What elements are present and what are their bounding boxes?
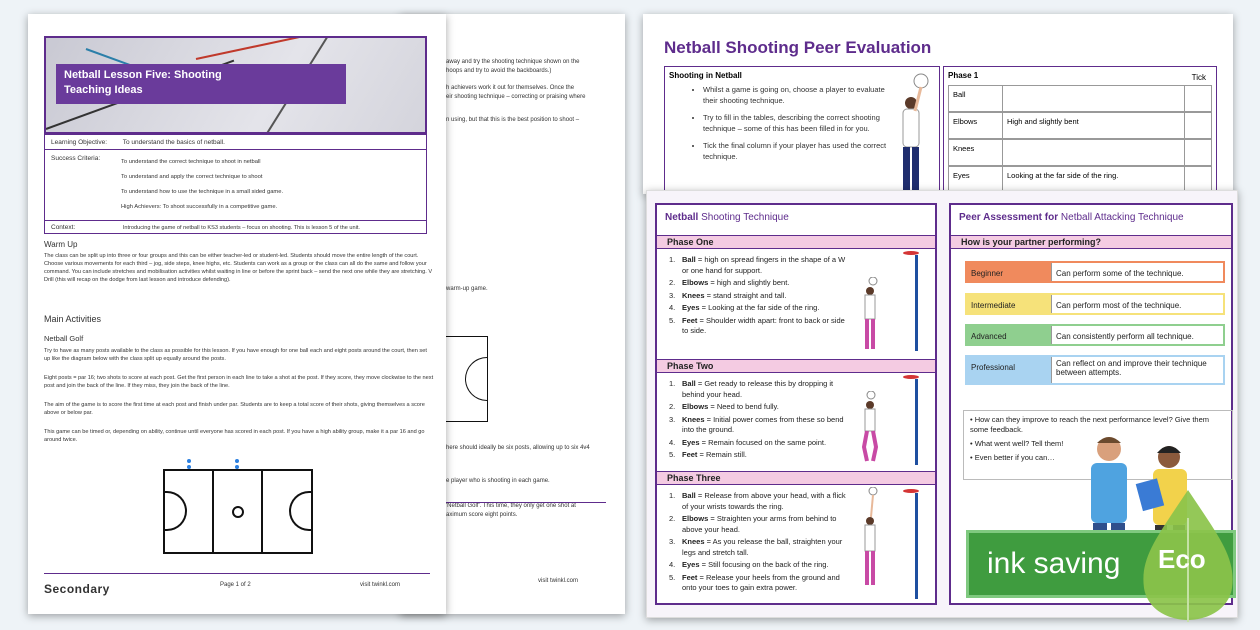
text-line: here should ideally be six posts, allowing up to six 4v4	[446, 445, 590, 451]
lesson-title-line1: Netball Lesson Five: Shooting	[64, 69, 222, 81]
golf-paragraph: Try to have as many posts available to the class as possible for this lesson. If you have enough for one ball each and eight posts around the court, then set up like the diagram below with the class split up equally around the posts.	[44, 348, 427, 362]
golf-paragraph: This game can be timed or, depending on ability, continue until everyone has scored in each post. If you have a high ability group, make it a par 16 and go around twice.	[44, 429, 425, 443]
golf-paragraph: Eight posts = par 16; two shots to score at each post. Get the first person in each line to take a shot at the post. If they score, they move clockwise to the next post and join the back of the line. If they miss, they join the back of the line.	[44, 375, 434, 389]
tick-column-label: Tick	[1191, 73, 1206, 82]
text-line: 'Netball Golf'. This time, they only get one shot at	[446, 503, 576, 509]
goal-post	[915, 493, 918, 599]
phase-two-steps	[669, 379, 849, 463]
technique-title: Netball Shooting Technique	[665, 212, 789, 223]
assessment-title: Peer Assessment for Netball Attacking Technique	[959, 212, 1184, 223]
criteria-list	[121, 155, 283, 215]
text-line: n using, but that this is the best position to shoot –	[446, 117, 580, 123]
phase-one-steps	[669, 255, 849, 339]
phase-three-steps	[669, 491, 849, 596]
lesson-title-line2: Teaching Ideas	[64, 84, 143, 96]
shooter-illustration	[885, 73, 937, 194]
table-row: Elbows High and slightly bent	[948, 112, 1212, 139]
goal-ring	[903, 251, 919, 255]
text-line: warm-up game.	[446, 286, 488, 292]
step-item: 5. Feet = Remain still.	[669, 450, 747, 459]
step-item: 2. Elbows = Straighten your arms from behind to above your head.	[669, 514, 837, 534]
prompt-item: • Even better if you can…	[970, 453, 1055, 462]
step-item: 5. Feet = Release your heels from the ground and onto your toes to gain extra power.	[669, 572, 840, 592]
step-item: 5. Feet = Shoulder width apart: front to back or side to side.	[669, 315, 845, 335]
eco-label: Eco	[1158, 544, 1206, 574]
assessment-question: How is your partner performing?	[951, 235, 1231, 249]
step-item: 4. Eyes = Remain focused on the same point.	[669, 437, 827, 447]
page-two-text	[446, 58, 621, 294]
step-item: 4. Eyes = Looking at the far side of the ring.	[669, 303, 820, 312]
footer-site[interactable]: visit twinkl.com	[360, 582, 401, 588]
footer-site[interactable]: visit twinkl.com	[538, 578, 579, 584]
criteria-item: To understand and apply the correct technique to shoot	[121, 174, 263, 180]
shooting-in-netball-box	[664, 66, 940, 194]
goal-post	[915, 255, 918, 351]
phase-three-header: Phase Three	[657, 471, 935, 485]
goal-ring	[903, 375, 919, 379]
tick-cell[interactable]	[1185, 167, 1211, 192]
step-item: 1. Ball = high on spread fingers in the shape of a W or one hand for support.	[669, 255, 846, 275]
instruction-item: • Whilst a game is going on, choose a player to evaluate their shooting technique.	[703, 84, 895, 106]
level-row-intermediate: Intermediate Can perform most of the technique.	[965, 293, 1225, 315]
netball-golf-heading: Netball Golf	[44, 334, 84, 343]
prompt-item: • How can they improve to reach the next performance level? Give them some feedback.	[970, 415, 1209, 434]
player-phase-two	[861, 391, 881, 463]
instruction-item: • Try to fill in the tables, describing the correct shooting technique – some of this has been filled in for you.	[703, 112, 895, 134]
objective-row: Learning Objective: To understand the basics of netball.	[51, 139, 225, 146]
netball-court-diagram	[163, 469, 313, 554]
warmup-text: The class can be split up into three or four groups and this can be either teacher-led or student-led. Students should move the entire length of the court. Choose various movements for each third – jog, side steps, knee highs, etc. Students can work as a group or the class can all do the same and follow your command. You can include stretches and mobilisation activities whilst waiting in line or before the sprint back – send the next one while they are stretching. V Drill (this will recap on the dodge from last lesson and introduce defending).	[44, 253, 433, 283]
peer-evaluation-sheet	[643, 14, 1233, 194]
step-item: 2. Elbows = Need to bend fully.	[669, 402, 779, 411]
tick-cell[interactable]	[1185, 140, 1211, 165]
step-item: 4. Eyes = Still focusing on the back of the ring.	[669, 560, 829, 569]
technique-card	[655, 203, 937, 605]
criteria-item: High Achievers: To shoot successfully in a competitive game.	[121, 204, 278, 210]
step-item: 1. Ball = Release from above your head, with a flick of your wrists towards the ring.	[669, 491, 846, 511]
text-line: eir shooting technique – correcting or praising where	[446, 94, 586, 100]
ink-saving-label: ink saving	[987, 547, 1121, 580]
eco-leaf-icon	[1136, 488, 1240, 624]
level-row-beginner: Beginner Can perform some of the technique.	[965, 261, 1225, 283]
phase-one-header: Phase One	[657, 235, 935, 249]
step-item: 3. Knees = As you release the ball, straighten your legs and stretch tall.	[669, 537, 843, 557]
step-item: 3. Knees = stand straight and tall.	[669, 290, 787, 300]
level-row-professional: Professional Can reflect on and improve their technique between attempts.	[965, 355, 1225, 385]
page-two-lower	[446, 444, 621, 520]
text-line: hoops and try to avoid the backboards.)	[446, 68, 552, 74]
goal-post	[915, 379, 918, 465]
main-activities-heading: Main Activities	[44, 314, 102, 324]
table-row: Knees	[948, 139, 1212, 166]
objectives-table	[44, 134, 427, 234]
table-row: Eyes Looking at the far side of the ring.	[948, 166, 1212, 193]
instruction-list	[665, 84, 895, 162]
text-line: aximum score eight points.	[446, 512, 518, 518]
step-item: 2. Elbows = high and slightly bent.	[669, 278, 790, 287]
instruction-item: • Tick the final column if your player has used the correct technique.	[703, 140, 895, 162]
criteria-item: To understand the correct technique to shoot in netball	[121, 159, 261, 165]
golf-paragraph: The aim of the game is to score the first time at each post and finish under par. Students are to keep a total score of their shots, giving themselves a score above or below par.	[44, 402, 425, 416]
tick-cell[interactable]	[1185, 86, 1211, 111]
player-phase-three	[861, 487, 881, 587]
prompt-item: • What went well? Tell them!	[970, 439, 1064, 448]
lesson-title	[56, 64, 346, 104]
peer-evaluation-title: Netball Shooting Peer Evaluation	[664, 38, 932, 57]
warmup-heading: Warm Up	[44, 240, 78, 249]
goal-ring	[903, 489, 919, 493]
lesson-hero-banner	[44, 36, 427, 134]
text-line: away and try the shooting technique shown on the	[446, 59, 580, 65]
text-line: h achievers work it out for themselves. Once the	[446, 85, 575, 91]
table-row: Ball	[948, 85, 1212, 112]
phase-one-table	[943, 66, 1217, 194]
tick-cell[interactable]	[1185, 113, 1211, 138]
player-phase-one	[861, 277, 881, 351]
page-number: Page 1 of 2	[220, 582, 251, 588]
step-item: 3. Knees = Initial power comes from these so bend into the ground.	[669, 414, 844, 434]
text-line: e player who is shooting in each game.	[446, 478, 550, 484]
level-row-advanced: Advanced Can consistently perform all technique.	[965, 324, 1225, 346]
phase-two-header: Phase Two	[657, 359, 935, 373]
success-label: Success Criteria:	[51, 155, 101, 162]
step-item: 1. Ball = Get ready to release this by dropping it behind your head.	[669, 379, 834, 399]
lesson-plan-page	[28, 14, 446, 614]
box-heading: Shooting in Netball	[669, 71, 742, 80]
criteria-item: To understand how to use the technique in a small sided game.	[121, 189, 284, 195]
phase-label: Phase 1	[948, 71, 979, 80]
footer-key-stage: Secondary	[44, 582, 110, 596]
context-row: Context: Introducing the game of netball to KS3 students – focus on shooting. This is lesson 5 of the unit.	[51, 224, 360, 231]
court-diagram-partial	[446, 336, 488, 422]
